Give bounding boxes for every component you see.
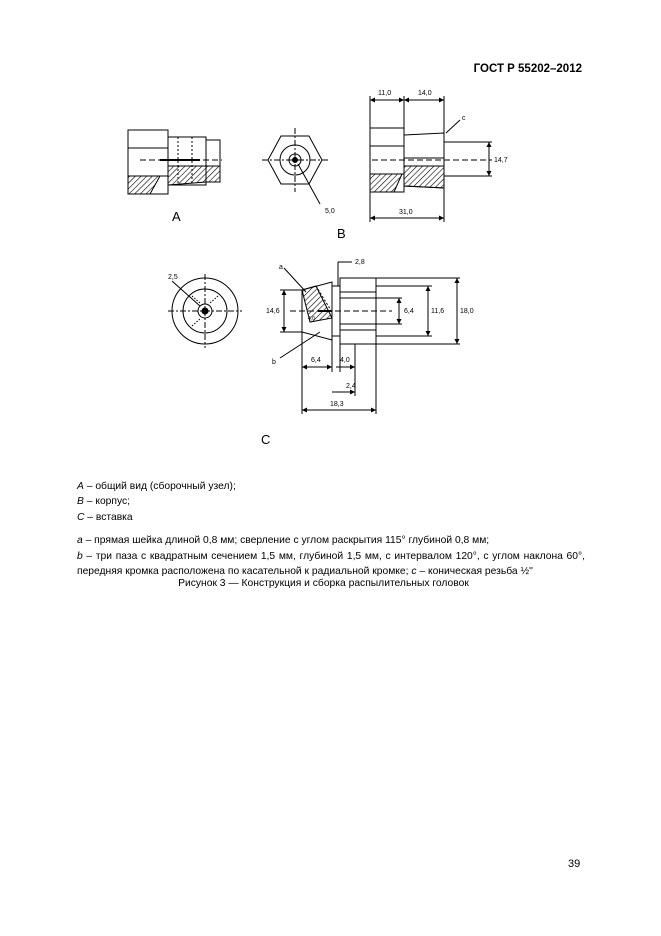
view-b-dim-d2: 14,0 xyxy=(418,90,432,97)
view-c-note-a: a xyxy=(279,264,283,271)
view-c-dim-d8: 4,0 xyxy=(340,357,350,364)
legend-item-a: A – общий вид (сборочный узел); xyxy=(77,481,236,492)
page-number: 39 xyxy=(568,858,581,870)
view-c-dim-d2: 2,8 xyxy=(355,259,365,266)
view-c-label: C xyxy=(261,432,271,447)
view-b-body xyxy=(370,96,492,222)
view-a-label: A xyxy=(172,209,181,224)
view-b-note-c: c xyxy=(462,115,466,122)
view-c-dim-d3: 14,6 xyxy=(266,308,280,315)
view-c-dim-d9: 2,4 xyxy=(346,383,356,390)
view-c-dim-d7: 6,4 xyxy=(311,357,321,364)
view-c-dim-d10: 18,3 xyxy=(330,401,344,408)
view-c-dim-d6: 18,0 xyxy=(460,308,474,315)
view-b-dim-d1: 11,0 xyxy=(378,90,392,97)
view-c-note-b: b xyxy=(272,359,276,366)
view-b-dim-d3: 14,7 xyxy=(494,157,508,164)
figure-caption: Рисунок 3 — Конструкция и сборка распылительных головок xyxy=(178,578,469,589)
figure-3-drawing xyxy=(0,0,661,460)
figure-legend xyxy=(77,479,585,579)
view-a-assembly xyxy=(128,130,222,194)
view-c-dim-d11: 4,0 xyxy=(308,316,315,322)
view-b-dim-d4: 5,0 xyxy=(325,208,335,215)
legend-item-c: C – вставка xyxy=(77,511,133,523)
view-c-dim-d1: 2,5 xyxy=(168,274,178,281)
view-b-dim-d5: 31,0 xyxy=(399,209,413,216)
document-number: ГОСТ Р 55202–2012 xyxy=(473,63,582,75)
view-c-dim-d5: 11,6 xyxy=(431,308,445,315)
view-c-end-view xyxy=(168,274,242,348)
note-b-c: b – три паза с квадратным сечением 1,5 мм, глубиной 1,5 мм, с интервалом 120°, с углом наклона 60°, передняя кромка расположена по касательной к радиальной кромке; c – коническая резьба ½'' xyxy=(77,550,585,578)
view-b-label: B xyxy=(337,226,346,241)
legend-item-b: B – корпус; xyxy=(77,496,131,508)
view-c-insert xyxy=(280,262,460,414)
view-c-dim-d4: 6,4 xyxy=(404,308,414,315)
note-a: a – прямая шейка длиной 0,8 мм; сверление с углом раскрытия 115° глубиной 0,8 мм; xyxy=(77,535,490,547)
view-b-end-view xyxy=(262,128,328,204)
